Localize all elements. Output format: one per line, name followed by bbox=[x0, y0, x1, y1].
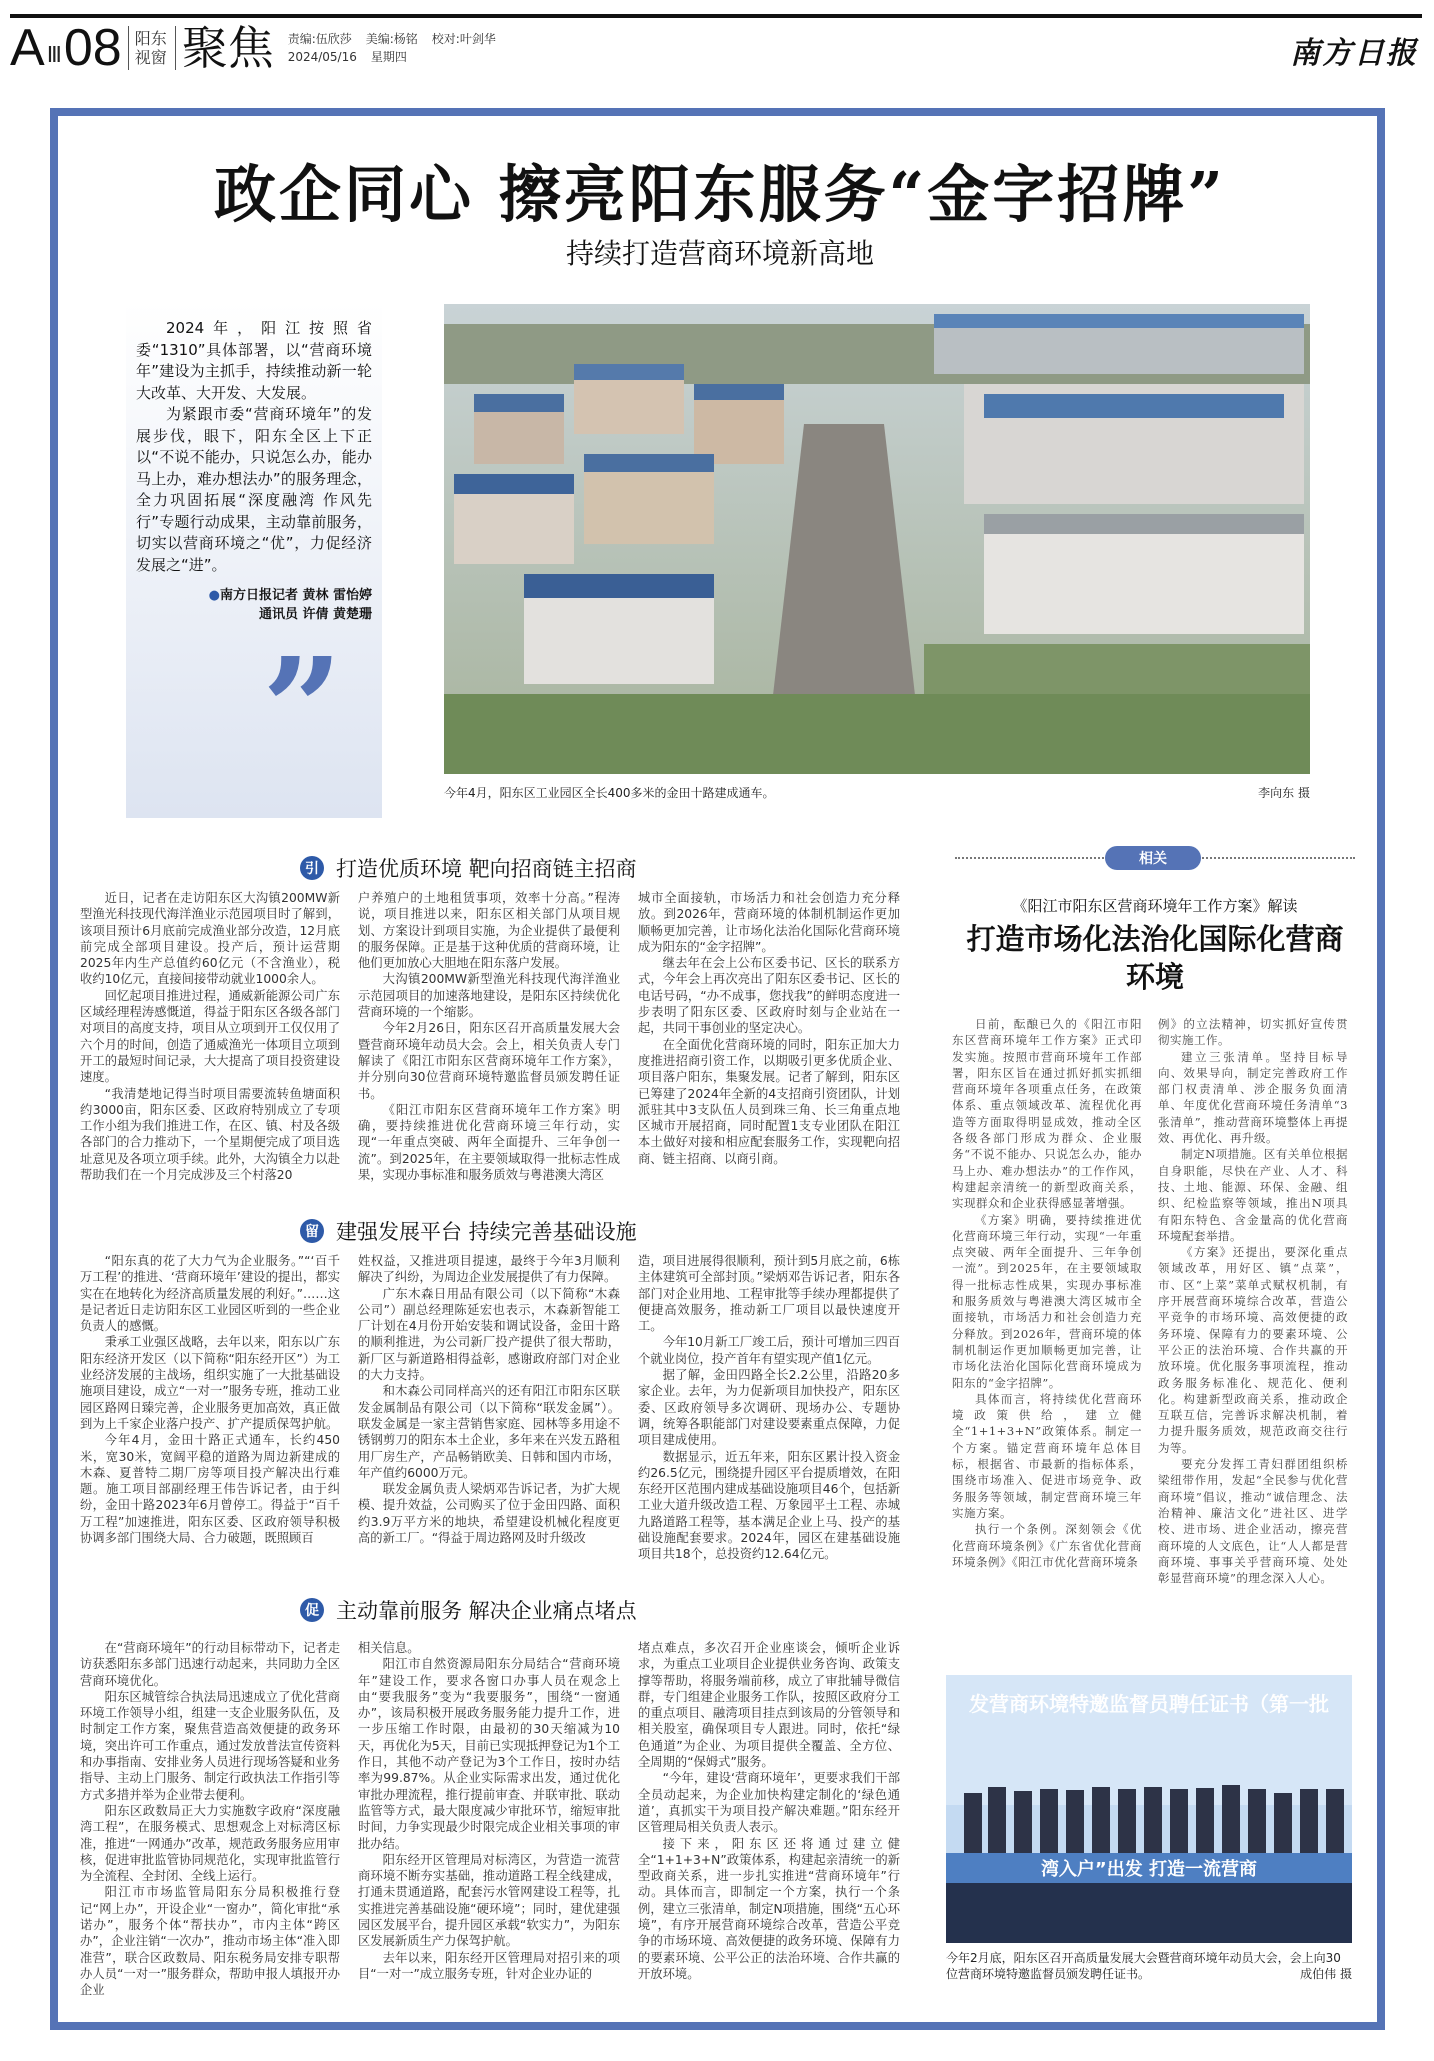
byline bbox=[136, 586, 372, 624]
paragraph: 接下来，阳东区还将通过建立健全“1+1+3+N”政策体系，构建起亲清统一的新型政商关系，进一步扎实推进“营商环境年”行动。具体而言，即制定一个方案，执行一个条例，建立三张清单，制定N项措施，围绕“五心环境”，有序开展营商环境综合改革，营造公平竞争的市场环境、高效便捷的政务环境、保障有力的要素环境、公平公正的法治环境、合作共赢的开放环境。 bbox=[638, 1836, 900, 1981]
text-column bbox=[80, 1640, 340, 1999]
related-body bbox=[952, 1016, 1348, 1586]
text-column bbox=[638, 890, 900, 1183]
related-badge: 相关 bbox=[1105, 846, 1201, 870]
paragraph: 要充分发挥工青妇群团组织桥梁纽带作用，发起“全民参与优化营商环境”倡议，推动“诚信理念、法治精神、廉洁文化”进社区、进学校、进市场、进企业活动，擦亮营商环境的人文底色，让“人人都是营商环境、事事关乎营商环境、处处彰显营商环境”的理念深入人心。 bbox=[1158, 1457, 1348, 1586]
headline: 政企同心 擦亮阳东服务“金字招牌” bbox=[214, 158, 1226, 231]
paragraph: 阳东区政数局正大力实施数字政府“深度融湾工程”，在服务模式、思想观念上对标湾区标准，推进“一网通办”改革，规范政务服务应用审核，促进审批监管协同规范化，实现审批监管行为全流程、全封闭、全线上运行。 bbox=[80, 1803, 340, 1884]
section-heading bbox=[300, 1216, 637, 1246]
text-column bbox=[638, 1640, 900, 1999]
paragraph: 广东木森日用品有限公司（以下简称“木森公司”）副总经理陈延宏也表示，木森新智能工厂计划在4月份开始安装和调试设备，金田十路的顺利推进，为公司新厂投产提供了很大帮助，新厂区与新道路相得益彰，感谢政府部门对企业的大力支持。 bbox=[358, 1286, 620, 1383]
paragraph: 在全面优化营商环境的同时，阳东正加大力度推进招商引资工作，以期吸引更多优质企业、项目落户阳东，集聚发展。记者了解到，阳东区已筹建了2024年全新的4支招商引资团队，计划派驻其中3支队伍人员到珠三角、长三角重点地区城市开展招商，同时配置1支专业团队在阳江本土做好对接和相应配套服务工作，实现靶向招商、链主招商、以商引商。 bbox=[638, 1037, 900, 1166]
paragraph: 造，项目进展得很顺利，预计到5月底之前，6栋主体建筑可全部封顶。”梁炳邓告诉记者，阳东各部门对企业用地、工程审批等手续办理都提供了便捷高效服务，推动新工厂项目以最快速度开工。 bbox=[638, 1254, 900, 1334]
paragraph: 回忆起项目推进过程，通威新能源公司广东区域经理程涛感慨道，得益于阳东区各级各部门对项目的高度支持，项目从立项到开工仅仅用了六个月的时间，创造了通威渔光一体项目立项到开工的最短时间记录，大大提高了项目投资建设速度。 bbox=[80, 988, 340, 1085]
paragraph: 近日，记者在走访阳东区大沟镇200MW新型渔光科技现代海洋渔业示范园项目时了解到，该项目预计6月底前完成渔业部分改造，12月底前完成全部项目建设。投产后，预计运营期2025年内生产总值约60亿元（不含渔业），税收约10亿元，直接间接带动就业1000余人。 bbox=[80, 891, 340, 987]
paragraph: 秉承工业强区战略，去年以来，阳东以广东阳东经济开发区（以下简称“阳东经开区”）为工业经济发展的主战场，组织实施了一大批基础设施项目建设，成立“一对一”服务专班，推动工业园区路网日臻完善，企业服务更加高效，真正做到为上千家企业落户投产、扩产提质保驾护航。 bbox=[80, 1335, 340, 1431]
photo-caption bbox=[444, 784, 1310, 801]
quote-mark-icon: ” bbox=[262, 628, 343, 792]
text-column bbox=[358, 890, 620, 1183]
section-small-2: 视窗 bbox=[134, 48, 167, 67]
section-badge-icon: 引 bbox=[300, 856, 324, 880]
caption-text: 今年4月，阳东区工业园区全长400多米的金田十路建成通车。 bbox=[444, 786, 775, 800]
paragraph: 今年4月，金田十路正式通车，长约450米，宽30米，宽阔平稳的道路为周边新建成的木森、夏普特二期厂房等项目投产解决出行难题。施工项目部副经理王伟告诉记者，由于纠纷，金田十路2023年6月曾停工。得益于“百千万工程”加速推进，阳东区委、区政府领导积极协调多部门围绕大局、合力破题，既照顾百 bbox=[80, 1433, 340, 1546]
page-letter: A bbox=[10, 19, 45, 77]
industrial-park-photo bbox=[444, 304, 1310, 774]
paragraph: 大沟镇200MW新型渔光科技现代海洋渔业示范园项目的加速落地建设，是阳东区持续优化营商环境的一个缩影。 bbox=[358, 972, 620, 1020]
paragraph: 《方案》还提出，要深化重点领域改革，用好区、镇“点菜”，市、区“上菜”菜单式赋权机制，有序开展营商环境综合改革，营造公平竞争的市场环境、高效便捷的政务环境、保障有力的要素环境、公平公正的法治环境、合作共赢的开放环境。优化服务事项流程，推动政务服务标准化、规范化、便利化。构建新型政商关系，推动政企互联互信，完善诉求解决机制，着力提升服务质效，规范政商交往行为等。 bbox=[1158, 1245, 1348, 1455]
paragraph: 姓权益，又推进项目提速，最终于今年3月顺利解决了纠纷，为周边企业发展提供了有力保障。 bbox=[358, 1254, 620, 1285]
related-title: 打造市场化法治化国际化营商环境 bbox=[966, 922, 1344, 994]
editor: 责编:伍欣莎 bbox=[287, 32, 352, 46]
section-heading-text: 建强发展平台 持续完善基础设施 bbox=[336, 1220, 637, 1244]
photo-credit: 李向东 摄 bbox=[1258, 786, 1310, 800]
section-2-body bbox=[80, 1253, 900, 1563]
paragraph: 阳东区城管综合执法局迅速成立了优化营商环境工作领导小组，组建一支企业服务队伍，及时制定工作方案，聚焦营造高效便捷的政务环境，突出许可工作重点，通过发放普法宣传资料和办事指南、安排业务人员进行现场答疑和业务指导、主动上门服务、制定行政执法工作指引等方式多措并举为企业带去便利。 bbox=[80, 1689, 340, 1802]
paragraph: 制定N项措施。区有关单位根据自身职能，尽快在产业、人才、科技、土地、能源、环保、金融、组织、纪检监察等领域，推出N项具有阳东特色、含金量高的优化营商环境配套举措。 bbox=[1158, 1147, 1348, 1243]
text-column bbox=[638, 1253, 900, 1563]
related-kicker: 《阳江市阳东区营商环境年工作方案》解读 bbox=[1012, 897, 1298, 915]
byline-correspondents: 通讯员 许倩 黄楚珊 bbox=[258, 607, 372, 622]
section-small bbox=[135, 29, 169, 67]
masthead-meta bbox=[288, 30, 510, 66]
stage-text: 湾入户”出发 打造一流营商 bbox=[1040, 1859, 1258, 1880]
paragraph: 据了解，金田四路全长2.2公里，沿路20多家企业。去年，为力促新项目加快投产，阳东区委、区政府领导多次调研、现场办公、专题协调，统筹各职能部门对建设要素重点保障，力促项目建成使用。 bbox=[638, 1368, 900, 1448]
proofreader: 校对:叶剑华 bbox=[431, 32, 496, 46]
text-column bbox=[358, 1640, 620, 1999]
text-column bbox=[358, 1253, 620, 1563]
text-column bbox=[952, 1016, 1142, 1586]
paragraph: 去年以来，阳东经开区管理局对招引来的项目“一对一”成立服务专班，针对企业办证的 bbox=[358, 1950, 620, 1981]
masthead bbox=[10, 19, 510, 77]
paragraph: 阳江市市场监管局阳东分局积极推行登记“网上办”，开设企业“一窗办”，简化审批“承诺办”，服务个体“帮扶办”，市内主体“跨区办”，企业注销“一次办”，推动市场主体“准入即准营”，联合区政数局、阳东税务局安排专职帮办人员“一对一”服务群众，帮助申报人填报开办企业 bbox=[80, 1885, 340, 1998]
paragraph: 户养殖户的土地租赁事项，效率十分高。”程涛说，项目推进以来，阳东区相关部门从项目规划、方案设计到项目实施，为企业提供了最便利的服务保障。正是基于这种优质的营商环境，让他们更加放心大胆地在阳东落户发展。 bbox=[358, 891, 620, 971]
ceremony-photo bbox=[946, 1675, 1352, 1943]
paragraph: 建立三张清单。坚持目标导向、效果导向，制定完善政府工作部门权责清单、涉企服务负面清单、年度优化营商环境任务清单“3张清单”，推动营商环境整体上再提效、再优化、再升级。 bbox=[1158, 1049, 1348, 1146]
page-roman: Ⅲ bbox=[46, 42, 62, 67]
paragraph: 堵点难点，多次召开企业座谈会，倾听企业诉求，为重点工业项目企业提供业务咨询、政策支撑等帮助，将服务端前移，成立了审批辅导微信群，专门组建企业服务工作队，按照区政府分工的重点项目、融湾项目挂点到该局的分管领导和相关股室，确保项目专人跟进。同时，依托“绿色通道”为企业、为项目提供全覆盖、全方位、全周期的“保姆式”服务。 bbox=[638, 1641, 900, 1770]
lead-paragraph: 为紧跟市委“营商环境年”的发展步伐，眼下，阳东全区上下正以“不说不能办，只说怎么办，能办马上办，难办想法办”的服务理念，全力巩固拓展“深度融湾 作风先行”专题行动成果，主动靠前服务，切实以营商环境之“优”，力促经济发展之“进”。 bbox=[136, 405, 372, 574]
paragraph: 联发金属负责人梁炳邓告诉记者，为扩大规模、提升效益，公司购买了位于金田四路、面积约3.9万平方米的地块，希望建设机械化程度更高的新工厂。“得益于周边路网及时升级改 bbox=[358, 1482, 620, 1546]
lead-box bbox=[126, 302, 382, 818]
section-badge-icon: 促 bbox=[300, 1598, 324, 1622]
paragraph: 继去年在会上公布区委书记、区长的联系方式，今年会上再次亮出了阳东区委书记、区长的电话号码，“办不成事，您找我”的鲜明态度进一步表明了阳东区委、区政府时刻与企业站在一起，共同干事创业的坚定决心。 bbox=[638, 956, 900, 1036]
section-3-body bbox=[80, 1640, 900, 1999]
section-heading-text: 主动靠前服务 解决企业痛点堵点 bbox=[336, 1599, 637, 1623]
divider bbox=[128, 26, 129, 70]
section-heading bbox=[300, 853, 637, 883]
paragraph: “今年，建设‘营商环境年’，更要求我们干部全员动起来，为企业加快构建定制化的‘绿色通道’，真抓实干为项目投产解决难题。”阳东经开区管理局相关负责人表示。 bbox=[638, 1771, 900, 1835]
paragraph: 《阳江市阳东区营商环境年工作方案》明确，要持续推进优化营商环境三年行动，实现“一年重点突破、两年全面提升、三年争创一流”。到2025年，在主要领域取得一批标志性成果，实现办事标准和服务质效与粤港澳大湾区 bbox=[358, 1102, 620, 1183]
weekday: 星期四 bbox=[370, 50, 407, 64]
lead-paragraph: 2024年，阳江按照省委“1310”具体部署，以“营商环境年”建设为主抓手，持续推动新一轮大改革、大开发、大发展。 bbox=[136, 319, 372, 402]
text-column bbox=[80, 890, 340, 1183]
photo-credit: 成伯伟 摄 bbox=[1300, 1967, 1352, 1981]
paragraph: “我清楚地记得当时项目需要流转鱼塘面积约3000亩，阳东区委、区政府特别成立了专项工作小组为我们推进工作，在区、镇、村及各级各部门的合力推动下，一个星期便完成了项目选址意见及各项立项手续。此外，大沟镇全力以赴帮助我们在一个月完成涉及三个村落20 bbox=[80, 1086, 340, 1183]
paragraph: 具体而言，将持续优化营商环境政策供给，建立健全“1+1+3+N”政策体系。制定一个方案。锚定营商环境年总体目标，根据省、市最新的指标体系，围绕市场准入、促进市场竞争、政务服务等领域，制定营商环境三年实施方案。 bbox=[952, 1391, 1142, 1520]
byline-reporters: 南方日报记者 黄林 雷怡婷 bbox=[219, 588, 372, 603]
aerial-photo-illustration bbox=[444, 304, 1310, 774]
section-heading bbox=[300, 1595, 637, 1625]
section-1-body bbox=[80, 890, 900, 1183]
paragraph: 今年2月26日，阳东区召开高质量发展大会暨营商环境年动员大会。会上，相关负责人专门解读了《阳江市阳东区营商环境年工作方案》，并分别向30位营商环境特邀监督员颁发聘任证书。 bbox=[358, 1021, 620, 1101]
caption-text: 今年2月底，阳东区召开高质量发展大会暨营商环境年动员大会，会上向30位营商环境特邀监督员颁发聘任证书。 bbox=[946, 1951, 1341, 1981]
banner-text: 发营商环境特邀监督员聘任证书（第一批 bbox=[969, 1692, 1329, 1716]
page-number: 08 bbox=[63, 19, 122, 77]
paragraph: 《方案》明确，要持续推进优化营商环境三年行动，实现“一年重点突破、两年全面提升、三年争创一流”。到2025年，在主要领域取得一批标志性成果，实现办事标准和服务质效与粤港澳大湾区城市全面接轨，市场活力和社会创造力充分释放。到2026年，营商环境的体制机制运作更加顺畅更加完善，让市场化法治化国际化营商环境成为阳东的“金字招牌”。 bbox=[952, 1212, 1142, 1390]
subheadline: 持续打造营商环境新高地 bbox=[565, 237, 874, 270]
paragraph: 阳东经开区管理局对标湾区，为营造一流营商环境不断夯实基础，推动道路工程全线建成，打通未贯通道路，配套污水管网建设工程等，扎实推进完善基础设施“硬环境”；同时，建优建强园区发展平台，提升园区承载“软实力”，为阳东区发展新质生产力保驾护航。 bbox=[358, 1852, 620, 1949]
bullet-icon: ● bbox=[208, 588, 220, 603]
divider bbox=[175, 26, 176, 70]
paragraph: 在“营商环境年”的行动目标带动下，记者走访获悉阳东多部门迅速行动起来，共同助力全区营商环境优化。 bbox=[80, 1641, 340, 1688]
photo-caption bbox=[946, 1950, 1352, 1982]
section-small-1: 阳东 bbox=[134, 29, 167, 48]
paragraph: 例》的立法精神，切实抓好宣传贯彻实施工作。 bbox=[1158, 1017, 1348, 1048]
paragraph: 相关信息。 bbox=[358, 1641, 420, 1655]
paragraph: 阳江市自然资源局阳东分局结合“营商环境年”建设工作，要求各窗口办事人员在观念上由“要我服务”变为“我要服务”，围绕“一窗通办”，该局积极开展政务服务能力提升工作，进一步压缩工作时限，由最初的30天缩减为10天，再优化为5天，目前已实现抵押登记为1个工作日，其他不动产登记为3个工作日，按时办结率为99.87%。从企业实际需求出发，通过优化审批办理流程，推行提前审查、并联审批、联动监管等方式，最大限度减少审批环节，缩短审批时间，力争实现最少时限完成企业相关事项的审批办结。 bbox=[358, 1657, 620, 1851]
text-column bbox=[80, 1253, 340, 1563]
text-column bbox=[1158, 1016, 1348, 1586]
masthead-rule bbox=[10, 14, 1422, 18]
section-badge-icon: 留 bbox=[300, 1219, 324, 1243]
paragraph: 和木森公司同样高兴的还有阳江市阳东区联发金属制品有限公司（以下简称“联发金属”）。联发金属是一家主营销售家庭、园林等多用途不锈钢剪刀的阳东本土企业，多年来在兴发五路租用厂房生产，产品畅销欧美、日韩和国内市场，年产值约6000万元。 bbox=[358, 1384, 620, 1480]
paragraph: 城市全面接轨，市场活力和社会创造力充分释放。到2026年，营商环境的体制机制运作更加顺畅更加完善，让市场化法治化国际化营商环境成为阳东的“金字招牌”。 bbox=[638, 891, 900, 954]
section-heading-text: 打造优质环境 靶向招商链主招商 bbox=[336, 857, 637, 881]
paragraph: 今年10月新工厂竣工后，预计可增加三四百个就业岗位，投产首年有望实现产值1亿元。 bbox=[638, 1335, 900, 1366]
paragraph: “阳东真的花了大力气为企业服务。”“‘百千万工程’的推进、‘营商环境年’建设的提出，都实实在在地转化为经济高质量发展的利好。”……这是记者近日走访阳东区工业园区听到的一些企业负责人的感慨。 bbox=[80, 1254, 340, 1334]
date: 2024/05/16 bbox=[287, 50, 357, 64]
paragraph: 日前，酝酿已久的《阳江市阳东区营商环境年工作方案》正式印发实施。按照市营商环境年工作部署，阳东区旨在通过抓好抓实抓细营商环境年各项重点任务，在政策体系、重点领域改革、流程优化再造等方面取得明显成效，推动全区各级各部门形成为群众、企业服务“不说不能办、只说怎么办，能办马上办、难办想法办”的工作作风，构建起亲清统一的新型政商关系，实现群众和企业获得感显著增强。 bbox=[952, 1017, 1142, 1211]
paragraph: 执行一个条例。深刻领会《优化营商环境条例》《广东省优化营商环境条例》《阳江市优化营商环境条 bbox=[952, 1522, 1142, 1569]
ceremony-photo-illustration bbox=[946, 1675, 1352, 1943]
newspaper-logo: 南方日报 bbox=[1290, 36, 1418, 71]
section-title: 聚焦 bbox=[181, 21, 274, 75]
paragraph: 数据显示，近五年来，阳东区累计投入资金约26.5亿元，围绕提升园区平台提质增效，在阳东经开区范围内建成基础设施项目46个，包括新工业大道升级改造工程、万象园平土工程、赤城九路道路工程等，基本满足企业上马、投产的基础设施配套要求。2024年，园区在建基础设施项目共18个，总投资约12.64亿元。 bbox=[638, 1449, 900, 1562]
designer: 美编:杨铭 bbox=[365, 32, 418, 46]
